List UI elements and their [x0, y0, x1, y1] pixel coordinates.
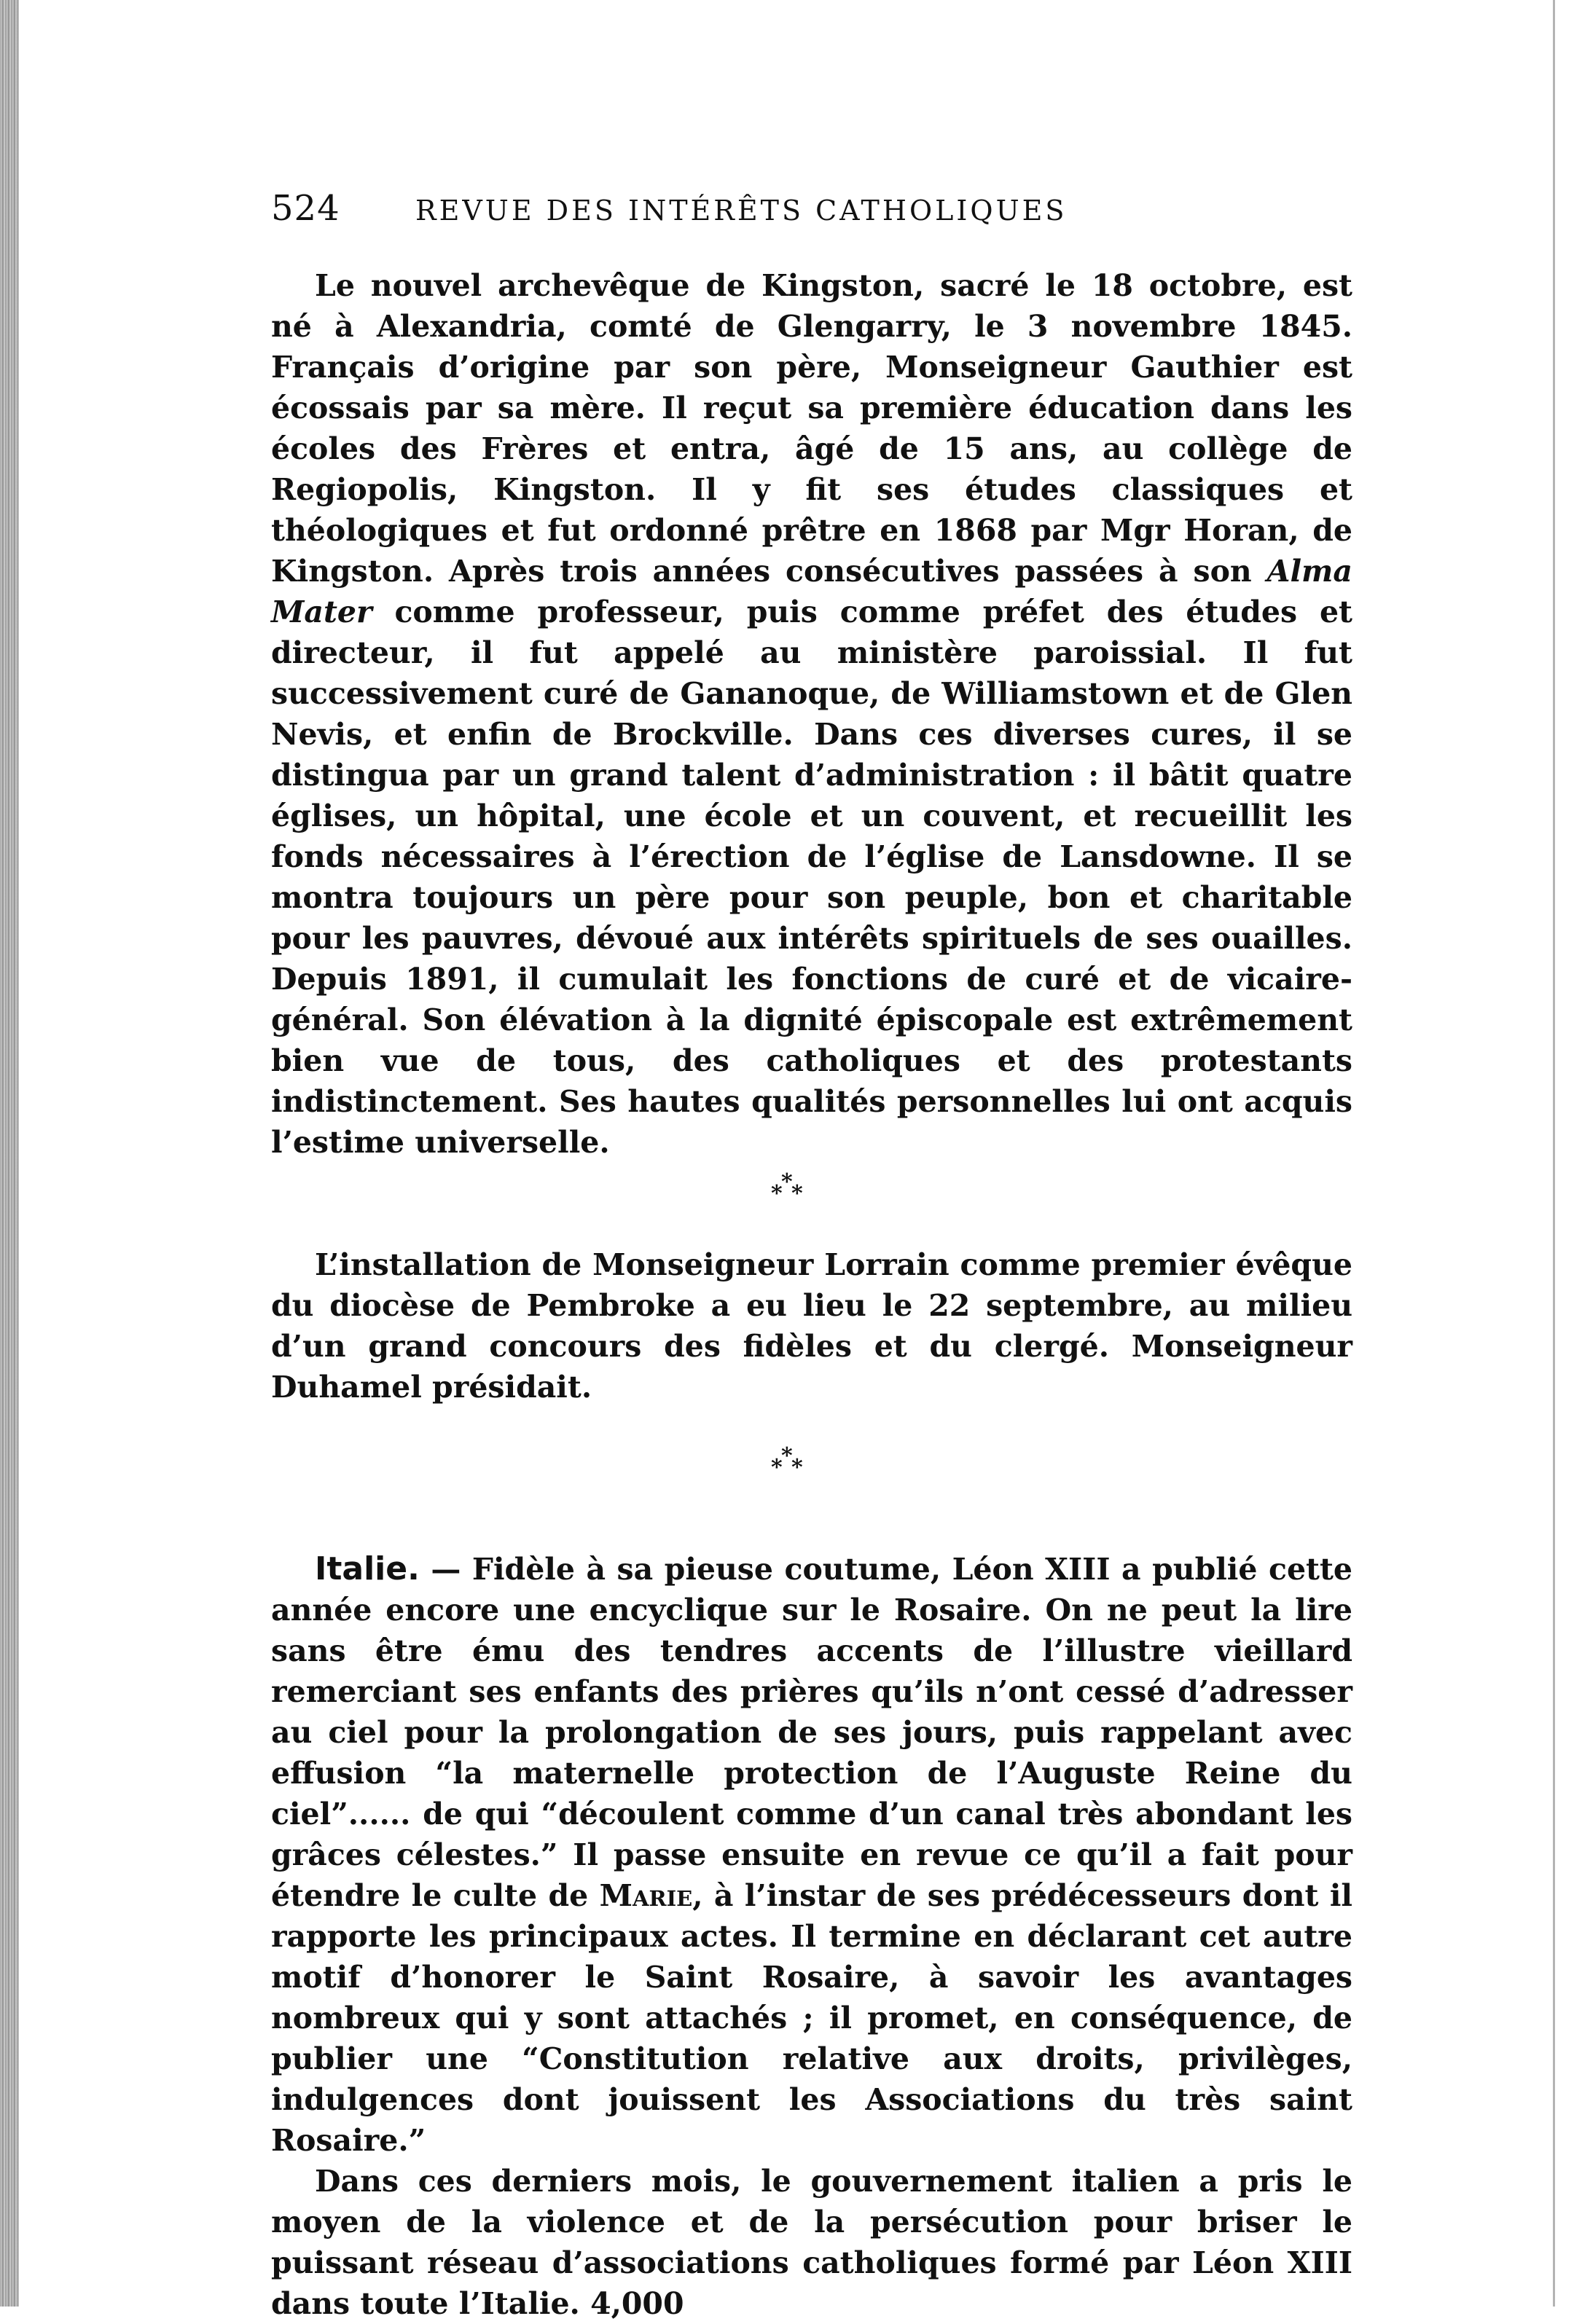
journal-title: REVUE DES INTÉRÊTS CATHOLIQUES: [415, 195, 1068, 227]
asterism-star: *: [771, 1455, 783, 1480]
asterism-star: *: [771, 1181, 783, 1206]
section-lead-italie: Italie.: [315, 1550, 420, 1587]
asterism-star: *: [781, 1169, 793, 1195]
asterism-star: *: [791, 1181, 803, 1206]
paragraph-italie-encyclical: [271, 1549, 1352, 2161]
scanned-page-edge: [1553, 0, 1555, 2307]
scanned-binding-edge: [0, 0, 19, 2307]
italic-phrase: Alma Mater: [271, 554, 1352, 629]
paragraph-kingston-archbishop: [271, 265, 1352, 1163]
paragraph-text: Le nouvel archevêque de Kingston, sacré le 18 octobre, est né à Alexandria, comté de Glengarry, le 3 novembre 1845. Français d’origine par son père, Monseigneur Gauthier est écossais par sa mère. Il reçut sa première éducation dans les écoles des Frères et entra, âgé de 15 ans, au collège de Regiopolis, Kingston. Il y fit ses études classiques et théologiques et fut ordonné prêtre en 1868 par Mgr Horan, de Kingston. Après trois années consécutives passées à son: [271, 268, 1352, 589]
asterism-star: *: [791, 1455, 803, 1480]
document-page: [271, 188, 1352, 2324]
paragraph-pembroke-installation: L’installation de Monseigneur Lorrain comme premier évêque du diocèse de Pembroke a eu lieu le 22 septembre, au milieu d’un grand concours des fidèles et du clergé. Monseigneur Duhamel présidait.: [271, 1247, 1352, 1405]
paragraph-text: , à l’instar de ses prédécesseurs dont il rapporte les principaux actes. Il termine en déclarant cet autre motif d’honorer le Saint Rosaire, à savoir les avantages nombreux qui y sont attachés ; il promet, en conséquence, de publier une “Constitution relative aux droits, privilèges, indulgences dont jouissent les Associations du très saint Rosaire.”: [271, 1878, 1353, 2158]
paragraph-italian-government: Dans ces derniers mois, le gouvernement italien a pris le moyen de la violence et de la persécution pour briser le puissant réseau d’associations catholiques formé par Léon XIII dans toute l’Italie. 4,000: [271, 2164, 1352, 2321]
smallcaps-name: Marie: [599, 1878, 693, 1913]
paragraph-text: — Fidèle à sa pieuse coutume, Léon XIII a publié cette année encore une encyclique sur le Rosaire. On ne peut la lire sans être ému des tendres accents de l’illustre vieillard remerciant ses enfants des prières qu’ils n’ont cessé d’adresser au ciel pour la prolongation de ses jours, puis rappelant avec effusion “la maternelle protection de l’Auguste Reine du ciel”...... de qui “découlent comme d’un canal très abondant les grâces célestes.” Il passe ensuite en revue ce qu’il a fait pour étendre le culte de: [271, 1552, 1352, 1913]
page-number: 524: [271, 188, 340, 229]
running-header: [271, 188, 1352, 229]
paragraph-text: comme professeur, puis comme préfet des études et directeur, il fut appelé au ministère paroissial. Il fut successivement curé de Gananoque, de Williamstown et de Glen Nevis, et enfin de Brockville. Dans ces diverses cures, il se distingua par un grand talent d’administration : il bâtit quatre églises, un hôpital, une école et un couvent, et recueillit les fonds nécessaires à l’érection de l’église de Lansdowne. Il se montra toujours un père pour son peuple, bon et charitable pour les pauvres, dévoué aux intérêts spirituels de ses ouailles. Depuis 1891, il cumulait les fonctions de curé et de vicaire-général. Son élévation à la dignité épiscopale est extrêmement bien vue de tous, des catholiques et des protestants indistinctement. Ses hautes qualités personnelles lui ont acquis l’estime universelle.: [271, 594, 1352, 1160]
asterism-star: *: [781, 1443, 793, 1469]
asterism-separator: [271, 1442, 1352, 1501]
asterism-separator: [271, 1169, 1352, 1227]
